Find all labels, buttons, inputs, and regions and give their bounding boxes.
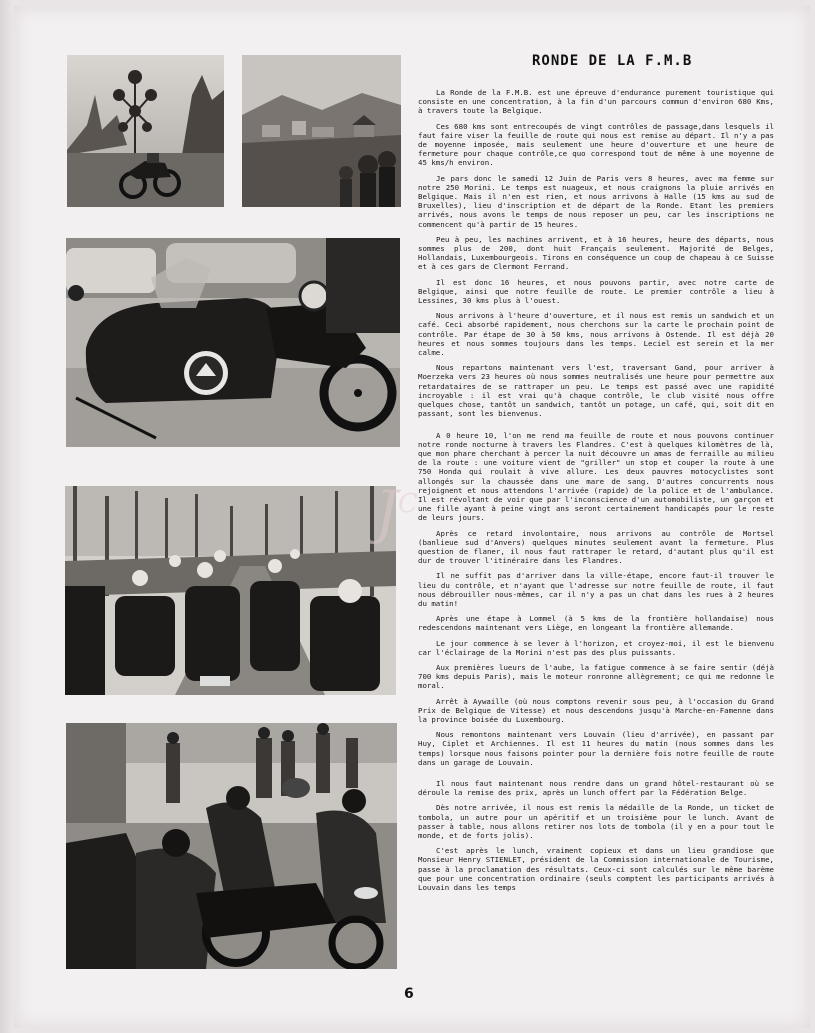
article-paragraph: Il ne suffit pas d'arriver dans la ville-étape, encore faut-il trouver le lieu du contrôle, et n'ayant que l'adresse sur notre feuille de route, il faut nous débrouiller nous-mêmes, car il n'y a pas un chat dans les rues à 2 heures du matin! bbox=[418, 571, 774, 608]
article-paragraph: Peu à peu, les machines arrivent, et à 16 heures, heure des départs, nous sommes plus de 200, dont huit Français seulement. Majorité de Belges, Hollandais, Luxembourgeois. Tirons en conséquence un coup de chapeau à ce Suisse et à ces gars de Clermont Ferrand. bbox=[418, 234, 774, 272]
photo-group-with-bikes bbox=[66, 723, 397, 969]
article-body bbox=[418, 88, 774, 892]
article-paragraph: Le jour commence à se lever à l'horizon, et croyez-moi, il est le bienvenu car l'éclairage de la Morini n'est pas des plus puissants. bbox=[418, 638, 774, 657]
photo-atomium-motorcycle bbox=[67, 55, 224, 207]
svg-text:C: C bbox=[398, 489, 418, 519]
article-paragraph: Nous arrivons à l'heure d'ouverture, et il nous est remis un sandwich et un café. Ceci absorbé rapidement, nous cherchons sur la carte le prochain point de contrôle. Par étape de 30 à 50 kms, nous arrivons à Ostende. Il est déjà 20 heures et nous sommes toujours dans les temps. Leciel est serein et la mer calme. bbox=[418, 311, 774, 358]
photo-sidecar-motorcycle bbox=[66, 238, 400, 447]
article-paragraph: Après une étape à Lommel (à 5 kms de la frontière hollandaise) nous redescendons maintenant vers Liège, en longeant la frontière allemande. bbox=[418, 614, 774, 633]
article-paragraph: Aux premières lueurs de l'aube, la fatigue commence à se faire sentir (déjà 700 kms depuis Paris), mais le moteur ronronne allègrement; ce qui me redonne le moral. bbox=[418, 662, 774, 691]
article-paragraph: Il est donc 16 heures, et nous pouvons partir, avec notre carte de Belgique, ainsi que notre feuille de route. Le premier contrôle a lieu à Lessines, 30 kms plus à l'ouest. bbox=[418, 277, 774, 306]
article-paragraph: A 0 heure 10, l'on me rend ma feuille de route et nous pouvons continuer notre ronde nocturne à travers les Flandres. C'est à quelques kilomètres de là, que mon phare cherchant à percer la nuit découvre un amas de ferraille au milieu de la route : une voiture vient de "griller" un stop et couper la route à une 750 Honda qui roulait à vive allure. Les deux pauvres motocyclistes sont allongés sur la chaussée dans une mare de sang. D'autres concurrents nous rejoignent et nous attendons l'arrivée (rapide) de la police et de l'ambulance. Il est révoltant de voir que par l'inconscience d'un automobiliste, un garçon et une fille ayant à peine vingt ans seront certainement handicapés pour le reste de leurs jours. bbox=[418, 430, 774, 523]
article-paragraph: Nous remontons maintenant vers Louvain (lieu d'arrivée), en passant par Huy, Ciplet et Archiennes. Il est 11 heures du matin (nous sommes dans les temps) lorsque nous faisons pointer pour la dernière fois notre feuille de route dans un garage de Louvain. bbox=[418, 730, 774, 767]
article-title: RONDE DE LA F.M.B bbox=[532, 53, 693, 69]
article-paragraph: Il nous faut maintenant nous rendre dans un grand hôtel-restaurant où se déroule la remise des prix, après un lunch offert par la Fédération Belge. bbox=[418, 779, 774, 798]
page-edge bbox=[0, 0, 14, 1033]
article-paragraph: Je pars donc le samedi 12 Juin de Paris vers 8 heures, avec ma femme sur notre 250 Morini. Le temps est nuageux, et nous craignons la pluie arrivés en Belgique. Mais il n'en est rien, et nous arrivons à Halle (15 kms au sud de Bruxelles), lieu d'inscription et de départ de la Ronde. Etant les premiers arrivés, nous avons le temps de nous reposer un peu, car les inscriptions ne commencent qu'à partir de 15 heures. bbox=[418, 173, 774, 229]
article-paragraph: Nous repartons maintenant vers l'est, traversant Gand, pour arriver à Moerzeka vers 23 heures où nous sommes neutralisés une heure pour permettre aux retardataires de se rattraper un peu. Le temps est passé avec une rapidité incroyable : il est vrai qu'à chaque contrôle, le club visité nous offre quelques chose, tantôt un sandwich, tantôt un potage, un café, qui, soit dit en passant, sont les bienvenus. bbox=[418, 363, 774, 419]
page-number: 6 bbox=[404, 986, 414, 1002]
photo-riders-on-road bbox=[65, 486, 396, 695]
article-paragraph: Dès notre arrivée, il nous est remis la médaille de la Ronde, un ticket de tombola, un autre pour un apéritif et un troisième pour le lunch. Avant de passer à table, nous allons retirer nos lots de tombola (il y en a pour tout le monde, et de forts jolis). bbox=[418, 803, 774, 841]
article-paragraph: Ces 680 kms sont entrecoupés de vingt contrôles de passage,dans lesquels il faut faire viser la feuille de route qui nous est remise au départ. Il n'y a pas de moyenne imposée, mais seulement une heure d'ouverture et une heure de fermeture pour chaque contrôle,ce quo correspond tout de même à une moyenne de 45 kms/h environ. bbox=[418, 121, 774, 168]
article-paragraph: C'est après le lunch, vraiment copieux et dans un lieu grandiose que Monsieur Henry STIENLET, président de la Commission internationale de Tourisme, passe à la proclamation des résultats. Ceux-ci sont calculés sur le même barème que pour une concentration ordinaire (seuls comptent les participants arrivés à Louvain dans les temps bbox=[418, 846, 774, 893]
svg-text:J: J bbox=[375, 478, 399, 546]
article-paragraph: La Ronde de la F.M.B. est une épreuve d'endurance purement touristique qui consiste en une concentration, à la fin d'un parcours commun d'environ 680 Kms, à travers toute la Belgique. bbox=[418, 88, 774, 116]
photo-hillside-town bbox=[242, 55, 401, 207]
article-paragraph: Arrêt à Aywaille (où nous comptons revenir sous peu, à l'occasion du Grand Prix de Belgique de Vitesse) et nous descendons jusqu'à Marche-en-Famenne dans la province boisée du Luxembourg. bbox=[418, 696, 774, 724]
article-paragraph: Après ce retard involontaire, nous arrivons au contrôle de Mortsel (banlieue sud d'Anvers) quelques minutes seulement avant la fermeture. Plus question de flaner, il nous faut rattraper le retard, d'autant plus qu'il est dur de trouver l'itinéraire dans les Flandres. bbox=[418, 528, 774, 566]
